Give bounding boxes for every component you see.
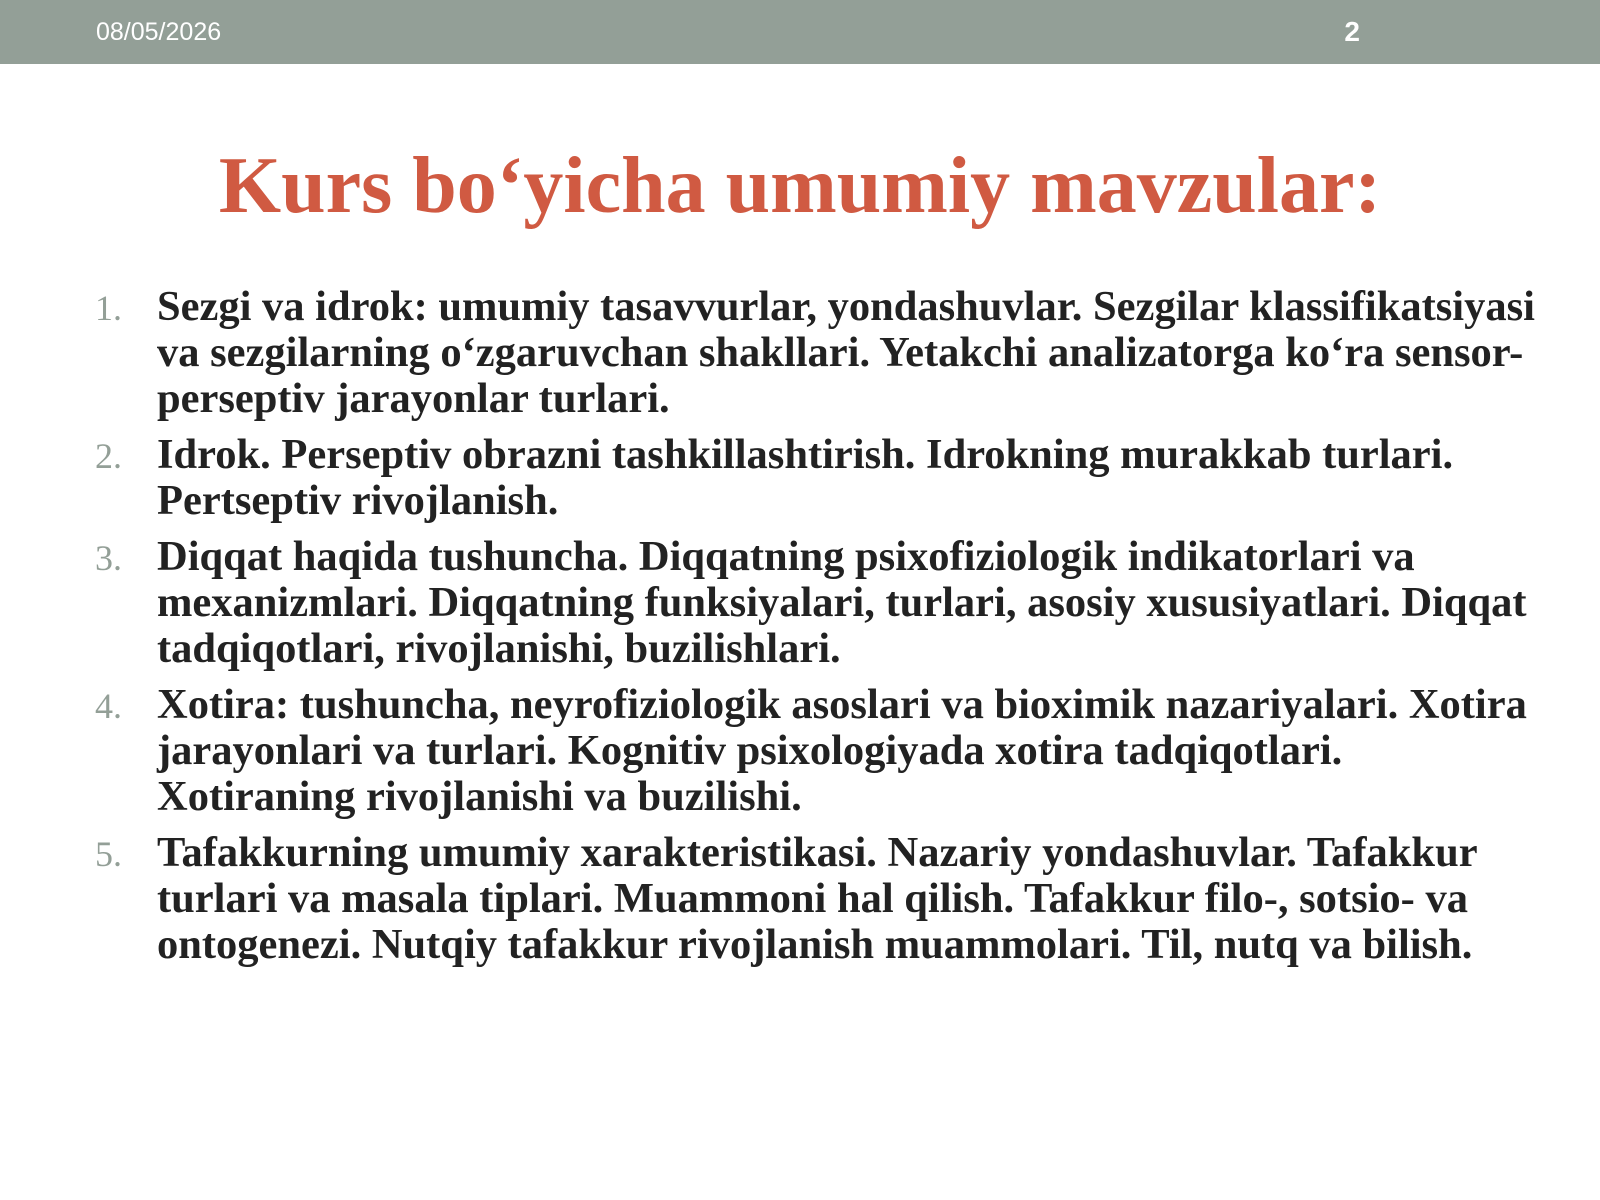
- list-item: [95, 534, 1535, 672]
- list-item: [95, 830, 1535, 968]
- list-item-number: 4.: [95, 686, 122, 726]
- list-item-number: 2.: [95, 436, 122, 476]
- topic-list: [95, 284, 1535, 978]
- list-item: [95, 432, 1535, 524]
- list-item: [95, 284, 1535, 422]
- slide-title: Kurs bo‘yicha umumiy mavzular:: [218, 142, 1382, 230]
- list-item-text: Xotira: tushuncha, neyrofiziologik asoslari va bioximik nazariyalari. Xotira jarayonlari va turlari. Kognitiv psixologiyada xotira tadqiqotlari. Xotiraning rivojlanishi va buzilishi.: [157, 681, 1527, 820]
- slide-date: 08/05/2026: [96, 18, 222, 46]
- list-item-text: Diqqat haqida tushuncha. Diqqatning psixofiziologik indikatorlari va mexanizmlari. Diqqatning funksiyalari, turlari, asosiy xususiyatlari. Diqqat tadqiqotlari, rivojlanishi, buzilishlari.: [157, 533, 1527, 672]
- list-item-text: Sezgi va idrok: umumiy tasavvurlar, yondashuvlar. Sezgilar klassifikatsiyasi va sezgilarning o‘zgaruvchan shakllari. Yetakchi analizatorga ko‘ra sensor-perseptiv jarayonlar turlari.: [157, 283, 1535, 422]
- list-item-text: Idrok. Perseptiv obrazni tashkillashtirish. Idrokning murakkab turlari. Pertseptiv rivojlanish.: [157, 431, 1454, 524]
- list-item-number: 3.: [95, 538, 122, 578]
- header-bar: [0, 0, 1600, 64]
- slide-number: 2: [1344, 16, 1360, 47]
- list-item: [95, 682, 1535, 820]
- list-item-text: Tafakkurning umumiy xarakteristikasi. Nazariy yondashuvlar. Tafakkur turlari va masala tiplari. Muammoni hal qilish. Tafakkur filo-, sotsio- va ontogenezi. Nutqiy tafakkur rivojlanish muammolari. Til, nutq va bilish.: [157, 829, 1477, 968]
- list-item-number: 1.: [95, 288, 122, 328]
- list-item-number: 5.: [95, 834, 122, 874]
